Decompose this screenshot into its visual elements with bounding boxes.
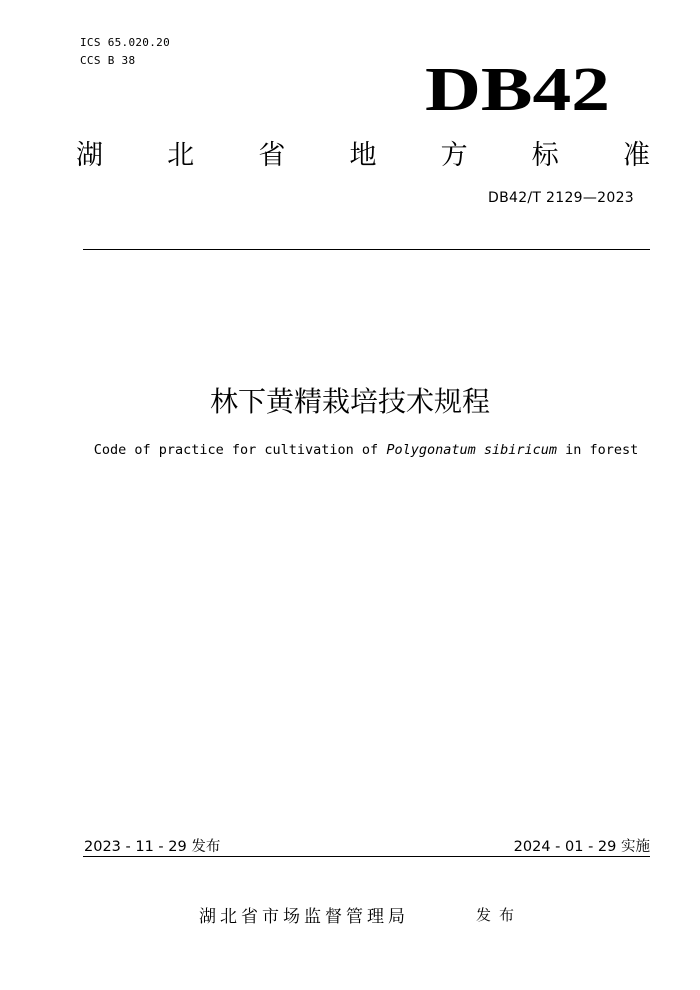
category-char: 北 [167,139,195,171]
issuing-authority: 湖北省市场监督管理局 [199,907,409,927]
implementation-date: 2024 - 01 - 29 实施 [513,839,650,855]
svg-text:DB42: DB42 [425,58,610,120]
issuer-action: 发布 [476,906,523,924]
category-char: 省 [258,139,286,171]
standard-category [76,134,650,170]
standard-number: DB42/T 2129—2023 [488,190,634,206]
title-english-prefix: Code of practice for cultivation of [93,442,387,458]
ccs-code: CCS B 38 [80,54,136,67]
issue-date: 2023 - 11 - 29 发布 [84,839,221,855]
ics-code: ICS 65.020.20 [80,36,170,49]
category-char: 地 [349,139,377,171]
title-chinese: 林下黄精栽培技术规程 [209,385,490,418]
footer-divider [83,856,650,857]
category-char: 准 [622,139,650,171]
header-divider [83,249,650,250]
title-english [0,442,700,458]
title-english-species: Polygonatum sibiricum [386,442,557,458]
title-english-suffix: in forest [557,442,639,458]
category-char: 方 [440,139,468,171]
category-char: 湖 [76,139,103,171]
category-char: 标 [531,139,559,171]
db42-logo [425,58,610,120]
classification-codes [80,34,170,70]
